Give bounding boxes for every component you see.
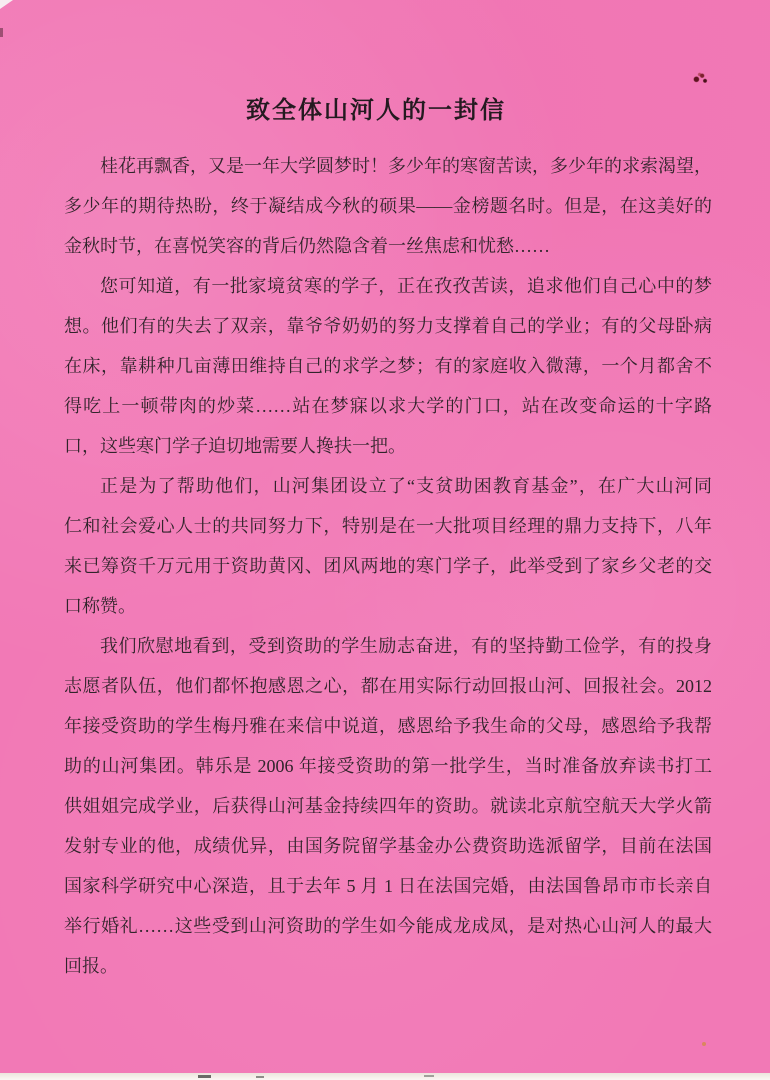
ink-speck <box>702 1042 706 1046</box>
ink-speck <box>424 1075 434 1077</box>
text-line: 想。他们有的失去了双亲，靠爷爷奶奶的努力支撑着自己的学业；有的父母卧病 <box>64 316 712 336</box>
paragraph-4 <box>64 626 712 986</box>
text-line: 年接受资助的学生梅丹雅在来信中说道，感恩给予我生命的父母，感恩给予我帮 <box>64 716 712 736</box>
text-line: 国家科学研究中心深造，且于去年 5 月 1 日在法国完婚，由法国鲁昂市市长亲自 <box>64 876 712 896</box>
text-line: 仁和社会爱心人士的共同努力下，特别是在一大批项目经理的鼎力支持下，八年 <box>64 516 712 536</box>
text-line: 我们欣慰地看到，受到资助的学生励志奋进，有的坚持勤工俭学，有的投身 <box>100 636 712 656</box>
paragraph-1 <box>64 146 712 266</box>
text-line: 举行婚礼……这些受到山河资助的学生如今能成龙成凤，是对热心山河人的最大 <box>64 916 712 936</box>
paragraph-3 <box>64 466 712 626</box>
text-line: 助的山河集团。韩乐是 2006 年接受资助的第一批学生，当时准备放弃读书打工 <box>64 756 712 776</box>
text-line: 多少年的期待热盼，终于凝结成今秋的硕果——金榜题名时。但是，在这美好的 <box>64 196 712 216</box>
letter-title: 致全体山河人的一封信 <box>246 98 506 124</box>
text-line: 桂花再飘香，又是一年大学圆梦时！多少年的寒窗苦读，多少年的求索渴望， <box>100 156 712 176</box>
red-ink-smudge <box>691 70 709 85</box>
text-line: 口，这些寒门学子迫切地需要人搀扶一把。 <box>64 436 406 456</box>
text-line: 您可知道，有一批家境贫寒的学子，正在孜孜苦读，追求他们自己心中的梦 <box>100 276 712 296</box>
paragraph-2 <box>64 266 712 466</box>
text-line: 发射专业的他，成绩优异，由国务院留学基金办公费资助选派留学，目前在法国 <box>64 836 712 856</box>
ink-speck <box>198 1075 211 1078</box>
text-line: 供姐姐完成学业，后获得山河基金持续四年的资助。就读北京航空航天大学火箭 <box>64 796 712 816</box>
scan-corner-artifact <box>0 0 13 9</box>
scan-bottom-edge <box>0 1073 770 1080</box>
text-line: 回报。 <box>64 956 118 976</box>
text-line: 来已筹资千万元用于资助黄冈、团风两地的寒门学子，此举受到了家乡父老的交 <box>64 556 712 576</box>
text-line: 志愿者队伍，他们都怀抱感恩之心，都在用实际行动回报山河、回报社会。2012 <box>64 676 712 696</box>
letter-body <box>64 146 712 986</box>
text-line: 得吃上一顿带肉的炒菜……站在梦寐以求大学的门口，站在改变命运的十字路 <box>64 396 712 416</box>
ink-speck <box>256 1076 264 1078</box>
ink-speck <box>0 28 3 37</box>
text-line: 正是为了帮助他们，山河集团设立了“支贫助困教育基金”，在广大山河同 <box>100 476 712 496</box>
text-line: 在床，靠耕种几亩薄田维持自己的求学之梦；有的家庭收入微薄，一个月都舍不 <box>64 356 712 376</box>
text-line: 金秋时节，在喜悦笑容的背后仍然隐含着一丝焦虑和忧愁…… <box>64 236 550 256</box>
text-line: 口称赞。 <box>64 596 136 616</box>
